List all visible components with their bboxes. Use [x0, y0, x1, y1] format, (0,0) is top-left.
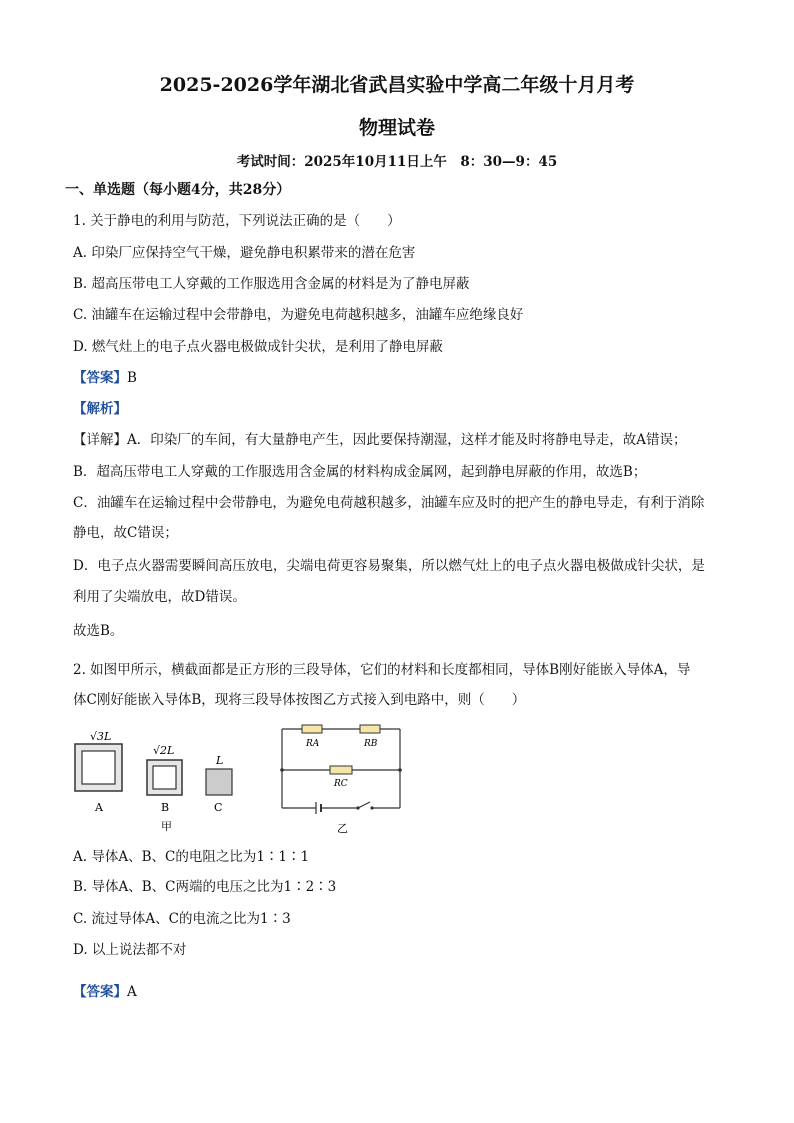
q1-detail-line-6: 利用了尖端放电，故D错误。: [73, 589, 246, 605]
q1-option-d: D. 燃气灶上的电子点火器电极做成针尖状，是利用了静电屏蔽: [73, 339, 443, 355]
exam-title: 2025-2026学年湖北省武昌实验中学高二年级十月月考: [159, 74, 635, 96]
answer-value: B: [127, 370, 137, 386]
exam-subtitle: 物理试卷: [358, 117, 435, 139]
resistor-rc: [330, 766, 352, 774]
label-rb: RB: [364, 739, 378, 749]
detail-tag: 【详解】: [73, 432, 127, 448]
analysis-tag: 【解析】: [73, 401, 127, 417]
junction-right: [398, 768, 402, 772]
caption-jia: 甲: [161, 820, 172, 833]
exam-time: 考试时间：2025年10月11日上午 8：30—9：45: [236, 154, 558, 170]
name-label-b: B: [161, 801, 170, 814]
q1-detail-line-1: [73, 430, 733, 450]
q1-analysis-tag: [73, 399, 733, 419]
name-label-c: C: [214, 801, 223, 814]
q1-detail-line-5: D．电子点火器需要瞬间高压放电，尖端电荷更容易聚集，所以燃气灶上的电子点火器电极做成针尖状，是: [73, 558, 705, 574]
conductor-b-section: [147, 760, 182, 795]
caption-yi: 乙: [337, 822, 348, 835]
label-ra: RA: [306, 739, 320, 749]
q1-option-c: C. 油罐车在运输过程中会带静电，为避免电荷越积越多，油罐车应绝缘良好: [73, 307, 524, 323]
q2-answer: [73, 982, 733, 1002]
section-heading: 一、单选题（每小题4分，共28分）: [65, 182, 291, 198]
q2-stem-line-2: 体C刚好能嵌入导体B，现将三段导体按图乙方式接入到电路中，则（ ）: [73, 692, 526, 708]
q1-detail-line-3: C．油罐车在运输过程中会带静电，为避免电荷越积越多，油罐车应及时的把产生的静电导走，有利于消除: [73, 495, 705, 511]
dim-label-a: √3L: [90, 730, 112, 743]
q1-detail-line-2: B．超高压带电工人穿戴的工作服选用含金属的材料构成金属网，起到静电屏蔽的作用，故选B；: [73, 464, 647, 480]
detail-text: A．印染厂的车间，有大量静电产生，因此要保持潮湿，这样才能及时将静电导走，故A错误；: [127, 432, 687, 448]
label-rc: RC: [334, 779, 348, 789]
q1-conclusion: 故选B。: [73, 623, 124, 639]
q1-option-a: A. 印染厂应保持空气干燥，避免静电积累带来的潜在危害: [73, 245, 416, 261]
q2-option-a: A. 导体A、B、C的电阻之比为1∶1∶1: [73, 849, 310, 865]
answer-value: A: [127, 984, 137, 1000]
resistor-rb: [360, 725, 380, 733]
switch-pivot: [356, 806, 359, 809]
resistor-ra: [302, 725, 322, 733]
q2-stem-line-1: 2. 如图甲所示，横截面都是正方形的三段导体，它们的材料和长度都相同，导体B刚好能嵌入导体A，导: [73, 662, 691, 678]
junction-left: [280, 768, 284, 772]
answer-tag: 【答案】: [73, 984, 127, 1000]
dim-label-c: L: [216, 754, 224, 767]
q1-stem: 1. 关于静电的利用与防范，下列说法正确的是（ ）: [73, 213, 401, 229]
conductor-a-section: [75, 744, 122, 791]
q1-answer: [73, 368, 733, 388]
q2-option-d: D. 以上说法都不对: [73, 942, 187, 958]
q1-option-b: B. 超高压带电工人穿戴的工作服选用含金属的材料是为了静电屏蔽: [73, 276, 470, 292]
conductor-c-section: [206, 769, 232, 795]
q1-detail-line-4: 静电，故C错误；: [73, 525, 178, 541]
answer-tag: 【答案】: [73, 370, 127, 386]
dim-label-b: √2L: [153, 744, 175, 757]
q2-option-b: B. 导体A、B、C两端的电压之比为1∶2∶3: [73, 879, 337, 895]
switch-contact: [370, 806, 373, 809]
name-label-a: A: [95, 801, 103, 814]
q2-figure: [70, 724, 430, 839]
q2-option-c: C. 流过导体A、C的电流之比为1∶3: [73, 911, 291, 927]
